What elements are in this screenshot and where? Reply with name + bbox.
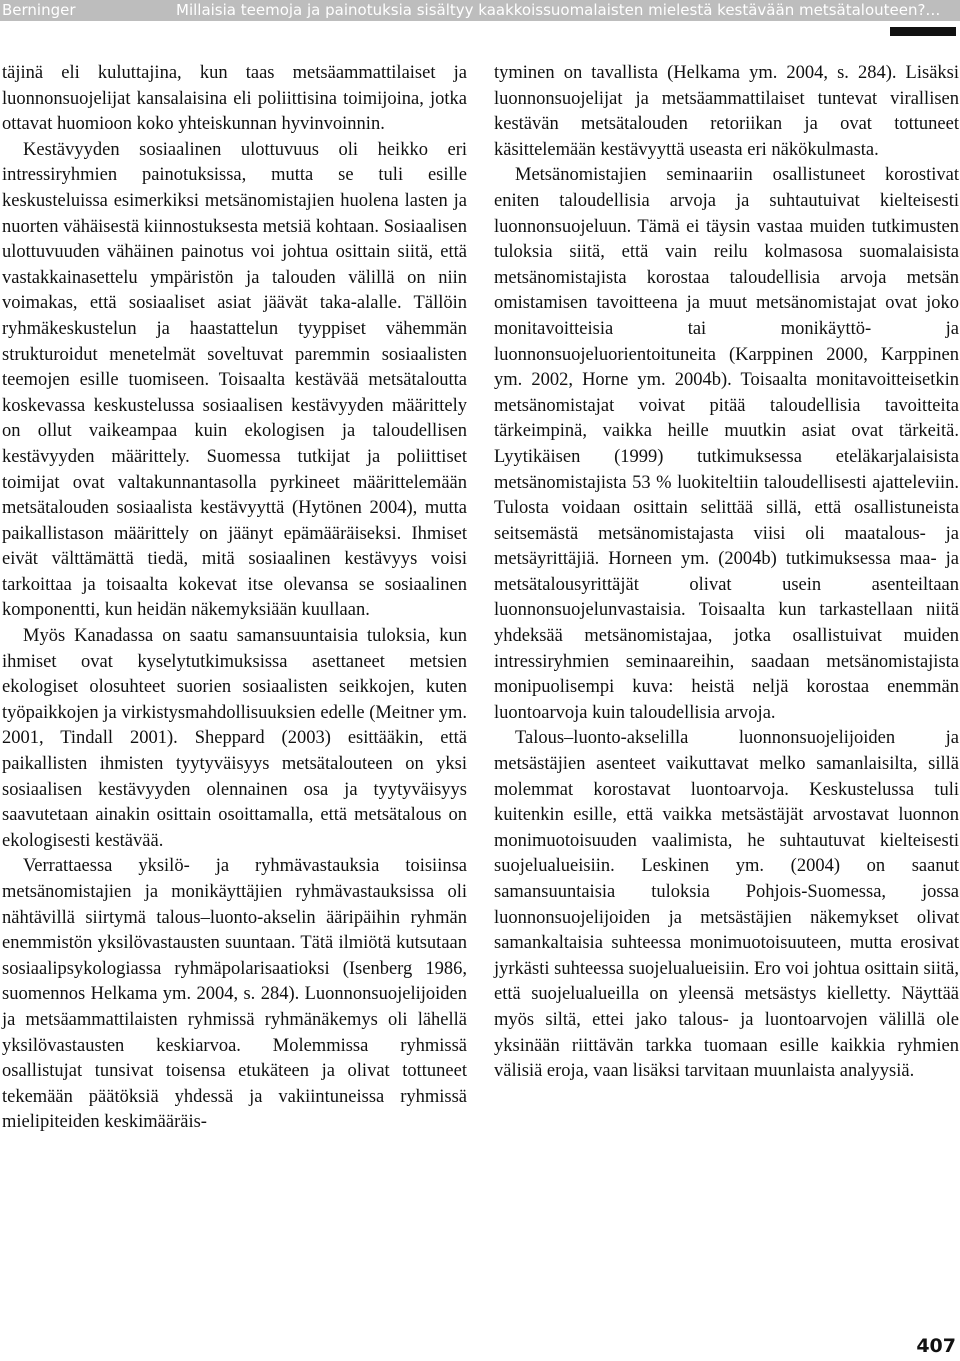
header-title: Millaisia teemoja ja painotuksia sisältyy kaakkoissuomalaisten mielestä kestävään metsätalouteen?…: [176, 1, 941, 19]
header-rule-bar: [890, 27, 956, 36]
left-column: [2, 61, 467, 1136]
paragraph: täjinä eli kuluttajina, kun taas metsäammattilaiset ja luonnonsuojelijat kansalaisina eli poliittisina toimijoina, jotka ottavat huomioon koko yhteiskunnan hyvinvoinnin.: [2, 63, 467, 135]
right-column: [494, 61, 959, 1085]
paragraph: Talous–luonto-akselilla luonnonsuojelijoiden ja metsästäjien asenteet vaikuttavat melko samanlaisilta, sillä molemmat korostavat luontoarvoja. Keskustelussa tuli kuitenkin esille, että vaikka metsästäjät arvostavat luonnon monimuotoisuuden vaalimista, he suhtautuvat kielteisesti suojelualueisiin. Leskinen ym. (2004) on saanut samansuuntaisia tuloksia Pohjois-Suomessa, jossa luonnonsuojelijoiden ja metsästäjien näkemykset olivat samankaltaisia suhteessa monimuotoisuuteen, mutta erosivat jyrkästi suhteessa suojelualueisiin. Ero voi johtua osittain siitä, että suojelualueilla on yleensä metsästys kielletty. Näyttää myös siltä, ettei jako talous- ja luontoarvojen välillä ole yksinään riittävän tarkka tuomaan esille kaikkia ryhmien välisiä eroja, vaan lisäksi tarvitaan muunlaista analyysiä.: [494, 728, 960, 1082]
paragraph: Myös Kanadassa on saatu samansuuntaisia tuloksia, kun ihmiset ovat kyselytutkimuksissa asettaneet metsien ekologiset olosuhteet suorien sosiaalisten seikkojen, kuten työpaikkojen ja virkistysmahdollisuuksien edelle (Meitner ym. 2001, Tindall 2001). Sheppard (2003) esittääkin, että paikallisten ihmisten tyytyväisyys metsätalouteen on yksi sosiaalisen kestävyyden olennainen osa ja tyytyväisyys saavutetaan ainakin osittain osoittamalla, että metsätalous on ekologisesti kestävää.: [2, 626, 467, 851]
paragraph: Verrattaessa yksilö- ja ryhmävastauksia toisiinsa metsänomistajien ja monikäyttäjien ryhmävastauksissa oli nähtävillä siirtymä talous–luonto-akselin ääripäihin ryhmän enemmistön yksilövastausten suuntaan. Tätä ilmiötä kutsutaan sosiaalipsykologiassa ryhmäpolarisaatioksi (Isenberg 1986, suomennos Helkama ym. 2004, s. 284). Luonnonsuojelijoiden ja metsäammattilaisten ryhmissä ryhmänäkemys oli lähellä yksilövastausten keskiarvoa. Molemmissa ryhmissä osallistujat tunsivat toisensa etukäteen ja olivat tottuneet tekemään päätöksiä yhdessä ja vakiintuneissa ryhmissä mielipiteiden keskimääräis-: [2, 856, 467, 1133]
paragraph: Metsänomistajien seminaariin osallistuneet korostivat eniten taloudellisia arvoja ja suhtautuivat kielteisesti luonnonsuojeluun. Tämä ei täysin vastaa muiden tutkimusten tuloksia siitä, että vain reilu kolmasosa suomalaisista metsänomistajista korostaa taloudellisia arvoja metsän omistamisen tavoitteena ja muut metsänomistajat ovat joko monitavoitteisia tai monikäyttö- ja luonnonsuojeluorientoituneita (Karppinen 2000, Karppinen ym. 2002, Horne ym. 2004b). Toisaalta monitavoitteisetkin metsänomistajat voivat pitää taloudellisia tavoitteita tärkeimpinä, vaikka heille muutkin asiat ovat tärkeitä. Lyytikäisen (1999) tutkimuksessa eteläkarjalaisista metsänomistajista 53 % luokiteltiin taloudellisesti ajatteleviin. Tulosta voidaan osittain selittää sillä, että osallistuneista seitsemästä metsänomistajasta viisi oli maatalous- ja metsäyrittäjiä. Horneen ym. (2004b) tutkimuksessa maa- ja metsätalousyrittäjät olivat usein asenteiltaan luonnonsuojelunvastaisia. Toisaalta kun tarkastellaan niitä yhdeksää metsänomistajaa, jotka osallistuivat muiden intressiryhmien seminaareihin, saadaan metsänomistajista monipuolisempi kuva: heistä neljä korostaa enemmän luontoarvoja kuin taloudellisia arvoja.: [494, 165, 959, 723]
page-number: 407: [916, 1335, 956, 1357]
header-author: Berninger: [2, 1, 76, 19]
running-header: [0, 0, 960, 21]
paragraph: tyminen on tavallista (Helkama ym. 2004, s. 284). Lisäksi luonnonsuojelijat ja metsäammattilaiset tuntevat virallisen kestävän metsätalouden retoriikan ja ovat tottuneet käsittelemään kestävyyttä useasta eri näkökulmasta.: [494, 63, 959, 160]
paragraph: Kestävyyden sosiaalinen ulottuvuus oli heikko eri intressiryhmien painotuksissa, mutta se tuli esille keskusteluissa esimerkiksi metsänomistajien huolena lasten ja nuorten vähäisestä kiinnostuksesta metsiä kohtaan. Sosiaalisen ulottuvuuden vähäinen painotus voi johtua osittain siitä, että vastakkainasettelu ympäristön ja talouden välillä on niin voimakas, että sosiaaliset asiat jäävät taka-alalle. Tällöin ryhmäkeskustelun ja haastattelun tyyppiset vähemmän strukturoidut menetelmät soveltuvat paremmin sosiaalisten teemojen esille tuomiseen. Toisaalta kestävää metsätaloutta koskevassa keskustelussa sosiaalisen kestävyyden määrittely on ollut vaikeampaa kuin ekologisen ja taloudellisen kestävyyden määrittely. Suomessa tutkijat ja poliittiset toimijat ovat valtakunnantasolla pyrkineet määrittelemään metsätalouden sosiaalista kestävyyttä (Hytönen 2004), mutta paikallistason määrittely on jäänyt epämääräiseksi. Ihmiset eivät välttämättä tiedä, mitä sosiaalinen kestävyys voisi tarkoittaa ja toisaalta kokevat itse olevansa se sosiaalinen komponentti, kun heidän näkemyksiään kuullaan.: [2, 139, 467, 621]
